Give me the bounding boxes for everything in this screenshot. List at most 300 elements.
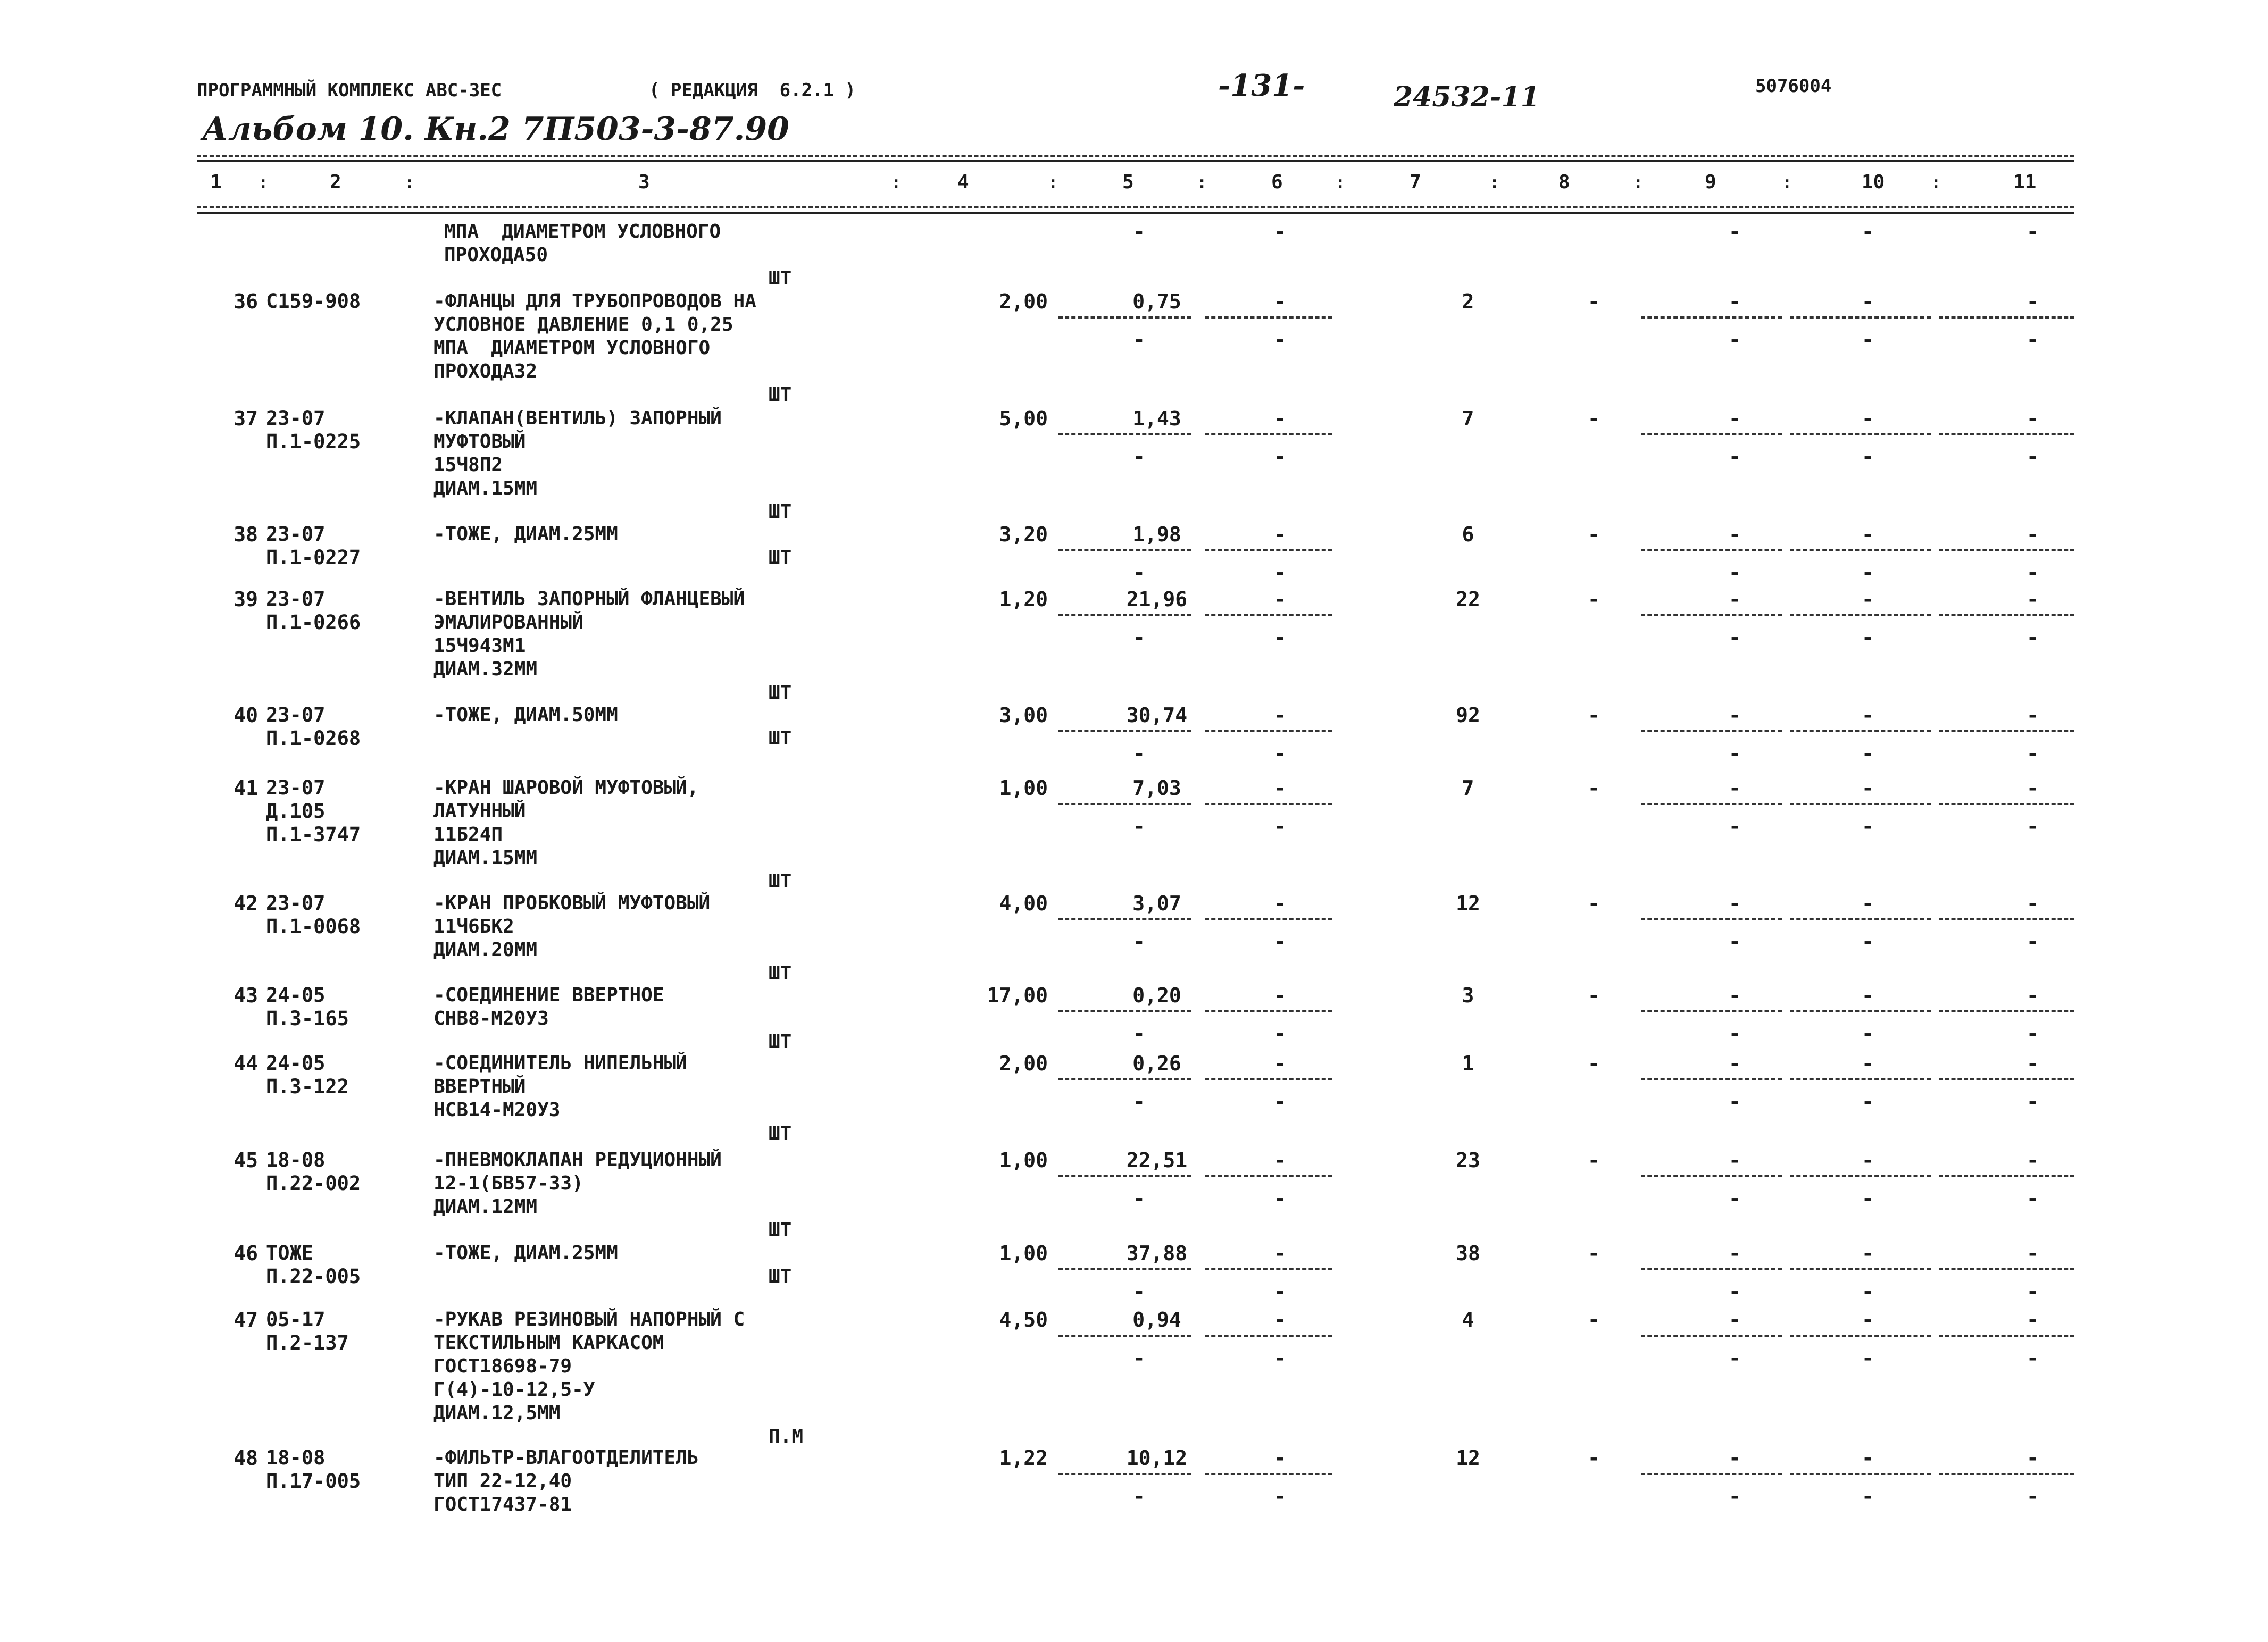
empty-cell-dash: - xyxy=(1274,703,1286,727)
empty-cell-dash: - xyxy=(2027,1242,2039,1265)
row-number: 40 xyxy=(234,703,258,727)
row-description: ВВЕРТНЫЙ xyxy=(433,1076,526,1098)
empty-cell-dash: - xyxy=(1274,1280,1286,1303)
empty-cell-dash: - xyxy=(2027,290,2039,313)
empty-cell-dash: - xyxy=(1862,1052,1874,1075)
empty-cell-dash: - xyxy=(1274,523,1286,546)
empty-cell-dash: - xyxy=(1729,626,1741,649)
row-unit: ШТ xyxy=(769,1122,792,1144)
empty-cell-dash: - xyxy=(1133,328,1145,351)
cell-underline xyxy=(1939,1473,2074,1475)
document-number: 24532-11 xyxy=(1394,81,1540,113)
empty-cell-dash: - xyxy=(1862,1485,1874,1508)
row-col7: 2 xyxy=(1462,290,1474,313)
row-number: 39 xyxy=(234,588,258,611)
row-description: 12-1(БВ57-33) xyxy=(433,1172,583,1194)
empty-cell-dash: - xyxy=(1862,523,1874,546)
row-price: 0,94 xyxy=(1132,1308,1181,1331)
column-header-11: 11 xyxy=(2013,171,2037,193)
cell-underline xyxy=(1641,730,1782,732)
continuation-line-2: ПРОХОДА50 xyxy=(444,244,548,266)
cell-underline xyxy=(1641,918,1782,920)
empty-cell-dash: - xyxy=(1862,626,1874,649)
row-number: 43 xyxy=(234,984,258,1007)
empty-cell-dash: - xyxy=(2027,561,2039,584)
cell-underline xyxy=(1205,316,1332,319)
empty-cell-dash: - xyxy=(1588,407,1600,430)
row-quantity: 3,00 xyxy=(999,703,1048,727)
empty-cell-dash: - xyxy=(1862,1446,1874,1470)
empty-cell-dash: - xyxy=(1274,776,1286,800)
row-price: 7,03 xyxy=(1132,776,1181,800)
column-header-5: 5 xyxy=(1122,171,1134,193)
empty-cell-dash: - xyxy=(2027,1485,2039,1508)
empty-cell-dash: - xyxy=(1862,1022,1874,1045)
empty-cell-dash: - xyxy=(1588,523,1600,546)
row-quantity: 3,20 xyxy=(999,523,1048,546)
empty-cell-dash: - xyxy=(1729,1149,1741,1172)
header-bottom-rule xyxy=(197,206,2074,208)
row-number: 45 xyxy=(234,1149,258,1172)
row-code: 23-07 xyxy=(266,523,326,546)
empty-cell-dash: - xyxy=(1729,290,1741,313)
row-description: -КРАН ШАРОВОЙ МУФТОВЫЙ, xyxy=(433,777,699,799)
row-description: ГОСТ17437-81 xyxy=(433,1494,572,1515)
empty-cell-dash: - xyxy=(1729,892,1741,915)
cell-underline xyxy=(1939,918,2074,920)
cell-underline xyxy=(1058,316,1191,319)
row-description: -ВЕНТИЛЬ ЗАПОРНЫЙ ФЛАНЦЕВЫЙ xyxy=(433,588,745,610)
empty-cell-dash: - xyxy=(1274,1242,1286,1265)
row-description: УСЛОВНОЕ ДАВЛЕНИЕ 0,1 0,25 xyxy=(433,314,733,336)
empty-cell-dash: - xyxy=(1729,1187,1741,1210)
empty-cell-dash: - xyxy=(1862,407,1874,430)
empty-cell-dash: - xyxy=(1274,1149,1286,1172)
row-description: ГОСТ18698-79 xyxy=(433,1355,572,1377)
cell-underline xyxy=(1790,316,1931,319)
empty-cell-dash: - xyxy=(1274,626,1286,649)
continuation-unit: ШТ xyxy=(769,267,792,289)
cell-underline xyxy=(1790,1010,1931,1012)
cell-underline xyxy=(1205,918,1332,920)
empty-cell-dash: - xyxy=(1862,328,1874,351)
cell-underline xyxy=(1205,1175,1332,1177)
cell-underline xyxy=(1058,549,1191,551)
row-number: 36 xyxy=(234,290,258,313)
empty-cell-dash: - xyxy=(1729,930,1741,953)
cell-underline xyxy=(1058,1010,1191,1012)
row-code: 18-08 xyxy=(266,1446,326,1469)
row-description: ДИАМ.15ММ xyxy=(433,477,538,499)
cell-underline xyxy=(1641,1335,1782,1337)
cell-underline xyxy=(1641,549,1782,551)
row-description: ЛАТУННЫЙ xyxy=(433,800,526,822)
empty-cell-dash: - xyxy=(1274,815,1286,838)
empty-cell-dash: - xyxy=(2027,588,2039,611)
row-col7: 12 xyxy=(1456,892,1480,915)
row-code: 23-07 xyxy=(266,407,326,430)
column-header-8: 8 xyxy=(1558,171,1570,193)
row-quantity: 1,20 xyxy=(999,588,1048,611)
empty-cell-dash: - xyxy=(1729,1242,1741,1265)
cell-underline xyxy=(1058,1268,1191,1270)
cell-underline xyxy=(1790,1175,1931,1177)
header-bottom-rule-2 xyxy=(197,212,2074,214)
empty-cell-dash: - xyxy=(2027,1308,2039,1331)
cell-underline xyxy=(1641,1473,1782,1475)
empty-cell-dash: - xyxy=(1133,626,1145,649)
empty-cell-dash: - xyxy=(1588,1149,1600,1172)
empty-cell-dash: - xyxy=(2027,1346,2039,1370)
cell-underline xyxy=(1939,433,2074,435)
empty-cell-dash: - xyxy=(1133,1022,1145,1045)
row-description: ТЕКСТИЛЬНЫМ КАРКАСОМ xyxy=(433,1332,664,1354)
empty-cell-dash: - xyxy=(1729,1446,1741,1470)
cell-underline xyxy=(1939,1335,2074,1337)
empty-cell-dash: - xyxy=(1274,328,1286,351)
empty-cell-dash: - xyxy=(1862,1149,1874,1172)
row-unit: ШТ xyxy=(769,501,792,523)
cell-underline xyxy=(1790,1335,1931,1337)
row-quantity: 1,22 xyxy=(999,1446,1048,1470)
row-code: 23-07 xyxy=(266,703,326,726)
row-price: 0,75 xyxy=(1132,290,1181,313)
row-quantity: 17,00 xyxy=(987,984,1048,1007)
cell-underline xyxy=(1939,316,2074,319)
row-code: 23-07 xyxy=(266,588,326,610)
empty-cell-dash: - xyxy=(1133,1485,1145,1508)
empty-cell-dash: - xyxy=(1274,1308,1286,1331)
row-code: П.1-0068 xyxy=(266,915,361,938)
empty-cell-dash: - xyxy=(2027,742,2039,765)
empty-cell-dash: - xyxy=(1133,742,1145,765)
cell-underline xyxy=(1205,730,1332,732)
empty-cell-dash: - xyxy=(2027,1090,2039,1113)
row-description: -ТОЖЕ, ДИАМ.50ММ xyxy=(433,704,618,726)
empty-cell-dash: - xyxy=(1862,703,1874,727)
row-description: ЭМАЛИРОВАННЫЙ xyxy=(433,611,583,633)
row-description: -ПНЕВМОКЛАПАН РЕДУЦИОННЫЙ xyxy=(433,1149,722,1171)
column-separator: : xyxy=(258,172,269,192)
column-separator: : xyxy=(1633,172,1644,192)
empty-cell-dash: - xyxy=(1274,1022,1286,1045)
row-description: 15Ч8П2 xyxy=(433,454,503,476)
row-unit: ШТ xyxy=(769,962,792,984)
row-description: -ФИЛЬТР-ВЛАГООТДЕЛИТЕЛЬ xyxy=(433,1447,699,1469)
cell-underline xyxy=(1790,1078,1931,1080)
row-code: П.1-0266 xyxy=(266,611,361,634)
empty-cell-dash: - xyxy=(1274,588,1286,611)
row-description: ДИАМ.20ММ xyxy=(433,939,538,961)
empty-cell-dash: - xyxy=(2027,984,2039,1007)
row-unit: ШТ xyxy=(769,1266,792,1287)
row-description: СНВ8-М20У3 xyxy=(433,1008,549,1029)
row-description: ПРОХОДА32 xyxy=(433,361,538,382)
row-col7: 1 xyxy=(1462,1052,1474,1075)
row-code: П.1-0227 xyxy=(266,546,361,569)
row-code: П.1-3747 xyxy=(266,823,361,846)
page-number: -131- xyxy=(1218,68,1305,103)
cell-underline xyxy=(1939,1010,2074,1012)
cell-underline xyxy=(1058,803,1191,805)
cell-underline xyxy=(1939,1268,2074,1270)
empty-cell-dash: - xyxy=(1862,445,1874,468)
cell-underline xyxy=(1790,549,1931,551)
cell-underline xyxy=(1205,1010,1332,1012)
row-unit: ШТ xyxy=(769,1219,792,1241)
row-price: 1,43 xyxy=(1132,407,1181,430)
empty-cell-dash: - xyxy=(1729,1022,1741,1045)
cell-underline xyxy=(1790,433,1931,435)
row-code: 24-05 xyxy=(266,1052,326,1075)
row-description: -ТОЖЕ, ДИАМ.25ММ xyxy=(433,1242,618,1264)
row-unit: ШТ xyxy=(769,870,792,892)
row-number: 46 xyxy=(234,1242,258,1265)
empty-cell-dash: - xyxy=(1133,1090,1145,1113)
empty-cell-dash: - xyxy=(1729,1346,1741,1370)
row-price: 0,26 xyxy=(1132,1052,1181,1075)
cell-underline xyxy=(1641,614,1782,616)
cell-underline xyxy=(1939,730,2074,732)
empty-cell-dash: - xyxy=(1862,290,1874,313)
album-label: Альбом 10. Кн.2 7П503-3-87.90 xyxy=(202,111,789,148)
cell-underline xyxy=(1641,1078,1782,1080)
row-description: НСВ14-М20У3 xyxy=(433,1099,561,1121)
row-col7: 6 xyxy=(1462,523,1474,546)
row-price: 0,20 xyxy=(1132,984,1181,1007)
row-quantity: 4,00 xyxy=(999,892,1048,915)
cell-underline xyxy=(1641,1175,1782,1177)
row-price: 1,98 xyxy=(1132,523,1181,546)
cell-underline xyxy=(1790,918,1931,920)
cell-underline xyxy=(1641,433,1782,435)
empty-cell-dash: - xyxy=(1274,220,1286,244)
header-top-rule xyxy=(197,155,2074,157)
column-header-3: 3 xyxy=(638,171,650,193)
row-number: 41 xyxy=(234,776,258,800)
cell-underline xyxy=(1790,1473,1931,1475)
row-unit: ШТ xyxy=(769,682,792,703)
empty-cell-dash: - xyxy=(1274,561,1286,584)
empty-cell-dash: - xyxy=(1729,703,1741,727)
row-quantity: 2,00 xyxy=(999,1052,1048,1075)
cell-underline xyxy=(1790,803,1931,805)
cell-underline xyxy=(1939,1175,2074,1177)
empty-cell-dash: - xyxy=(1862,892,1874,915)
cell-underline xyxy=(1058,1473,1191,1475)
cell-underline xyxy=(1058,1078,1191,1080)
row-description: ДИАМ.12,5ММ xyxy=(433,1402,561,1424)
row-code: П.17-005 xyxy=(266,1470,361,1493)
row-code: 18-08 xyxy=(266,1149,326,1171)
empty-cell-dash: - xyxy=(1729,445,1741,468)
row-code: П.2-137 xyxy=(266,1331,349,1354)
row-number: 44 xyxy=(234,1052,258,1075)
empty-cell-dash: - xyxy=(1274,1052,1286,1075)
empty-cell-dash: - xyxy=(1729,742,1741,765)
row-description: Г(4)-10-12,5-У xyxy=(433,1379,595,1401)
row-col7: 3 xyxy=(1462,984,1474,1007)
row-unit: П.М xyxy=(769,1426,804,1447)
row-col7: 12 xyxy=(1456,1446,1480,1470)
cell-underline xyxy=(1790,730,1931,732)
empty-cell-dash: - xyxy=(1862,742,1874,765)
edition-label: ( РЕДАКЦИЯ 6.2.1 ) xyxy=(649,80,856,101)
empty-cell-dash: - xyxy=(1588,1308,1600,1331)
empty-cell-dash: - xyxy=(1862,1308,1874,1331)
empty-cell-dash: - xyxy=(1729,561,1741,584)
empty-cell-dash: - xyxy=(1588,984,1600,1007)
row-unit: ШТ xyxy=(769,547,792,568)
empty-cell-dash: - xyxy=(2027,1187,2039,1210)
empty-cell-dash: - xyxy=(2027,523,2039,546)
cell-underline xyxy=(1939,614,2074,616)
empty-cell-dash: - xyxy=(1862,930,1874,953)
row-description: -СОЕДИНИТЕЛЬ НИПЕЛЬНЫЙ xyxy=(433,1052,687,1074)
empty-cell-dash: - xyxy=(1133,220,1145,244)
column-separator: : xyxy=(1048,172,1058,192)
row-price: 3,07 xyxy=(1132,892,1181,915)
cell-underline xyxy=(1205,549,1332,551)
empty-cell-dash: - xyxy=(2027,815,2039,838)
empty-cell-dash: - xyxy=(1729,220,1741,244)
cell-underline xyxy=(1058,433,1191,435)
empty-cell-dash: - xyxy=(1588,1052,1600,1075)
empty-cell-dash: - xyxy=(1862,588,1874,611)
row-col7: 92 xyxy=(1456,703,1480,727)
cell-underline xyxy=(1058,918,1191,920)
empty-cell-dash: - xyxy=(2027,445,2039,468)
empty-cell-dash: - xyxy=(1729,1308,1741,1331)
row-price: 30,74 xyxy=(1126,703,1188,727)
empty-cell-dash: - xyxy=(1588,1446,1600,1470)
row-price: 21,96 xyxy=(1126,588,1188,611)
row-code: Д.105 xyxy=(266,800,326,823)
row-description: -КЛАПАН(ВЕНТИЛЬ) ЗАПОРНЫЙ xyxy=(433,407,722,429)
empty-cell-dash: - xyxy=(1588,1242,1600,1265)
row-quantity: 1,00 xyxy=(999,1242,1048,1265)
row-unit: ШТ xyxy=(769,384,792,406)
cell-underline xyxy=(1790,614,1931,616)
empty-cell-dash: - xyxy=(1729,407,1741,430)
empty-cell-dash: - xyxy=(1133,815,1145,838)
empty-cell-dash: - xyxy=(2027,703,2039,727)
empty-cell-dash: - xyxy=(1588,290,1600,313)
empty-cell-dash: - xyxy=(2027,892,2039,915)
row-col7: 7 xyxy=(1462,776,1474,800)
row-price: 22,51 xyxy=(1126,1149,1188,1172)
empty-cell-dash: - xyxy=(1862,1280,1874,1303)
row-quantity: 1,00 xyxy=(999,1149,1048,1172)
cell-underline xyxy=(1058,1175,1191,1177)
empty-cell-dash: - xyxy=(1274,290,1286,313)
column-header-4: 4 xyxy=(957,171,969,193)
empty-cell-dash: - xyxy=(1274,1090,1286,1113)
row-description: -СОЕДИНЕНИЕ ВВЕРТНОЕ xyxy=(433,984,664,1006)
program-title: ПРОГРАММНЫЙ КОМПЛЕКС АВС-ЗЕС xyxy=(197,80,502,101)
row-description: ТИП 22-12,40 xyxy=(433,1470,572,1492)
empty-cell-dash: - xyxy=(1862,561,1874,584)
cell-underline xyxy=(1205,803,1332,805)
cell-underline xyxy=(1058,730,1191,732)
row-description: МПА ДИАМЕТРОМ УСЛОВНОГО xyxy=(433,337,711,359)
row-code: С159-908 xyxy=(266,290,361,313)
row-description: ДИАМ.15ММ xyxy=(433,847,538,869)
column-header-7: 7 xyxy=(1410,171,1421,193)
row-col7: 23 xyxy=(1456,1149,1480,1172)
cell-underline xyxy=(1939,549,2074,551)
empty-cell-dash: - xyxy=(1274,742,1286,765)
row-description: -ТОЖЕ, ДИАМ.25ММ xyxy=(433,523,618,545)
row-col7: 22 xyxy=(1456,588,1480,611)
empty-cell-dash: - xyxy=(1133,1280,1145,1303)
empty-cell-dash: - xyxy=(2027,1280,2039,1303)
empty-cell-dash: - xyxy=(2027,407,2039,430)
empty-cell-dash: - xyxy=(2027,1446,2039,1470)
row-code: 24-05 xyxy=(266,984,326,1007)
cell-underline xyxy=(1939,803,2074,805)
column-separator: : xyxy=(891,172,902,192)
document-code: 5076004 xyxy=(1755,76,1832,97)
row-description: МУФТОВЫЙ xyxy=(433,431,526,453)
row-description: ДИАМ.12ММ xyxy=(433,1196,538,1218)
empty-cell-dash: - xyxy=(2027,626,2039,649)
cell-underline xyxy=(1205,1473,1332,1475)
row-quantity: 1,00 xyxy=(999,776,1048,800)
empty-cell-dash: - xyxy=(2027,1149,2039,1172)
row-number: 47 xyxy=(234,1308,258,1331)
column-header-2: 2 xyxy=(330,171,341,193)
row-description: 11Б24П xyxy=(433,824,503,845)
row-description: -РУКАВ РЕЗИНОВЫЙ НАПОРНЫЙ С xyxy=(433,1309,745,1330)
empty-cell-dash: - xyxy=(1274,1485,1286,1508)
column-header-6: 6 xyxy=(1271,171,1283,193)
empty-cell-dash: - xyxy=(1133,930,1145,953)
row-col7: 4 xyxy=(1462,1308,1474,1331)
row-number: 37 xyxy=(234,407,258,430)
empty-cell-dash: - xyxy=(1729,1280,1741,1303)
row-description: -ФЛАНЦЫ ДЛЯ ТРУБОПРОВОДОВ НА xyxy=(433,290,756,312)
row-code: ТОЖЕ xyxy=(266,1242,314,1264)
empty-cell-dash: - xyxy=(1274,407,1286,430)
cell-underline xyxy=(1641,1010,1782,1012)
cell-underline xyxy=(1790,1268,1931,1270)
empty-cell-dash: - xyxy=(1133,561,1145,584)
cell-underline xyxy=(1205,614,1332,616)
empty-cell-dash: - xyxy=(2027,220,2039,244)
row-unit: ШТ xyxy=(769,1031,792,1053)
cell-underline xyxy=(1058,614,1191,616)
column-header-9: 9 xyxy=(1705,171,1716,193)
empty-cell-dash: - xyxy=(1274,984,1286,1007)
empty-cell-dash: - xyxy=(2027,776,2039,800)
cell-underline xyxy=(1641,803,1782,805)
empty-cell-dash: - xyxy=(1862,1242,1874,1265)
empty-cell-dash: - xyxy=(1274,1346,1286,1370)
empty-cell-dash: - xyxy=(1862,815,1874,838)
cell-underline xyxy=(1641,316,1782,319)
row-description: ДИАМ.32ММ xyxy=(433,658,538,680)
empty-cell-dash: - xyxy=(1729,815,1741,838)
column-separator: : xyxy=(1931,172,1941,192)
cell-underline xyxy=(1205,1335,1332,1337)
row-code: П.22-005 xyxy=(266,1265,361,1288)
row-code: П.1-0225 xyxy=(266,430,361,453)
row-number: 48 xyxy=(234,1446,258,1470)
row-col7: 38 xyxy=(1456,1242,1480,1265)
row-code: П.22-002 xyxy=(266,1172,361,1195)
column-header-10: 10 xyxy=(1862,171,1885,193)
